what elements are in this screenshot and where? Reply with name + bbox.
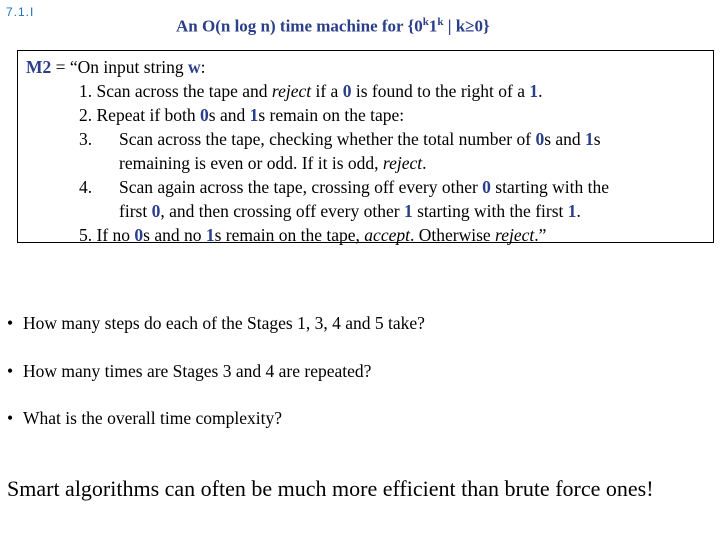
stage-3-line-1: Scan across the tape, checking whether the total number of 0s and 1s xyxy=(119,129,601,149)
stage-4-number: 4. xyxy=(79,177,93,197)
stage-4-line-1: Scan again across the tape, crossing off every other 0 starting with the xyxy=(119,177,610,197)
stage-2: 2. Repeat if both 0s and 1s remain on the tape: xyxy=(79,105,405,125)
question-1: • How many steps do each of the Stages 1, 3, 4 and 5 take? xyxy=(7,313,425,333)
closing-statement: Smart algorithms can often be much more efficient than brute force ones! xyxy=(7,476,654,501)
stage-3-number: 3. xyxy=(79,129,93,149)
stage-1: 1. Scan across the tape and reject if a 0 is found to the right of a 1. xyxy=(79,81,543,101)
machine-header: M2 = “On input string w: xyxy=(26,57,206,77)
question-3: • What is the overall time complexity? xyxy=(7,408,283,428)
slide-number: 7.1.I xyxy=(6,5,35,19)
stage-5: 5. If no 0s and no 1s remain on the tape, accept. Otherwise reject.” xyxy=(79,225,547,245)
stage-4-line-2: first 0, and then crossing off every other 1 starting with the first 1. xyxy=(119,201,581,221)
stage-3-line-2: remaining is even or odd. If it is odd, reject. xyxy=(119,153,427,173)
question-2: • How many times are Stages 3 and 4 are repeated? xyxy=(7,361,372,381)
algorithm-box xyxy=(17,50,714,243)
slide-title: An O(n log n) time machine for {0$^k$1$^k$ | k≥0} xyxy=(176,16,490,36)
